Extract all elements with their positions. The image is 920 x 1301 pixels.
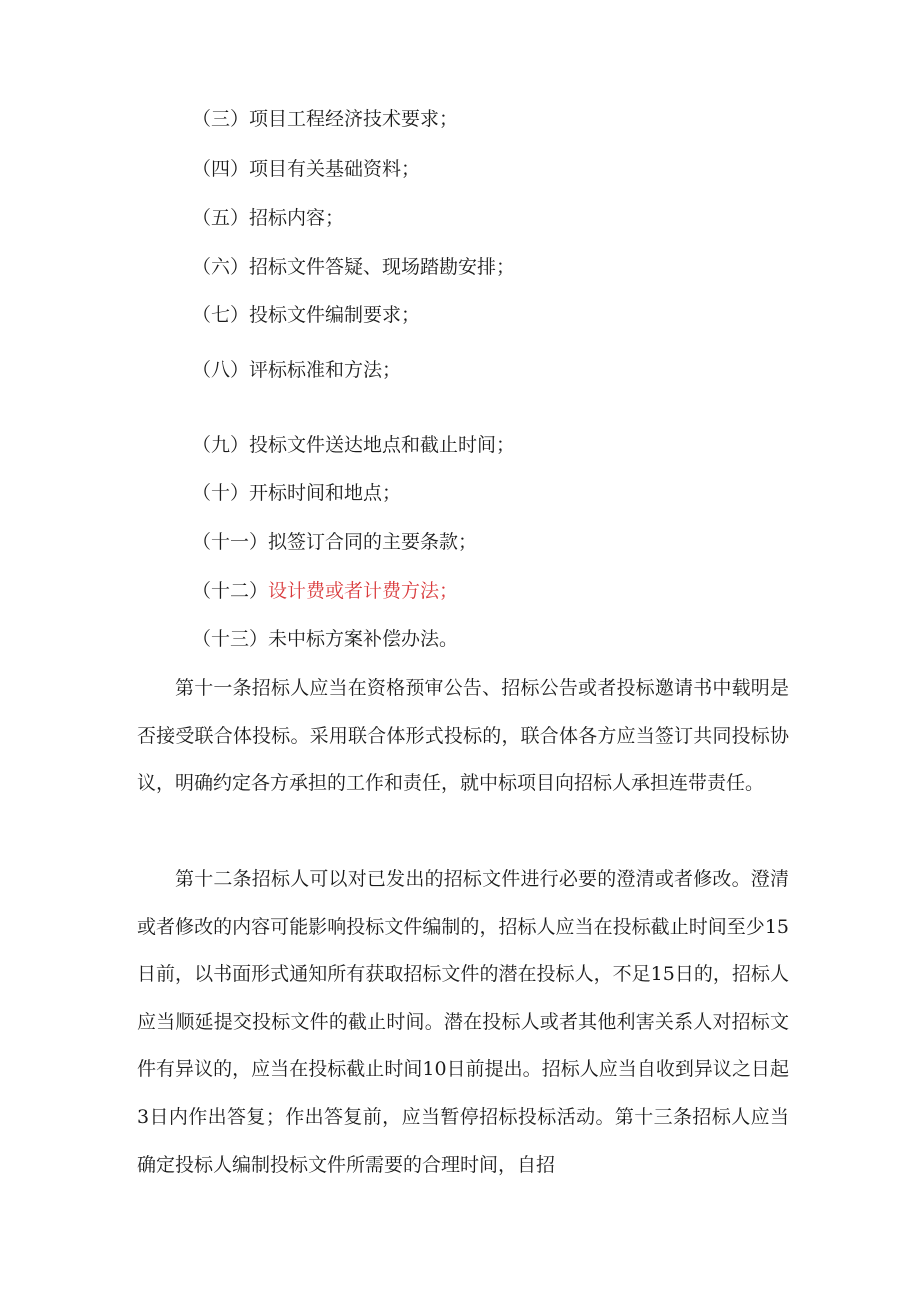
list-item-6: （六）招标文件答疑、现场踏勘安排； — [192, 256, 516, 278]
list-item-12-number: （十二） — [192, 580, 269, 602]
list-item-11: （十一）拟签订合同的主要条款； — [192, 531, 478, 553]
paragraph-article-11: 第十一条招标人应当在资格预审公告、招标公告或者投标邀请书中载明是否接受联合体投标。采用联合体形式投标的，联合体各方应当签订共同投标协议，明确约定各方承担的工作和责任，就中标项目向招标人承担连带责任。 — [137, 677, 789, 795]
list-item-13: （十三）未中标方案补偿办法。 — [192, 628, 459, 650]
list-item-8: （八）评标标准和方法； — [192, 359, 402, 381]
list-item-3: （三）项目工程经济技术要求； — [192, 108, 459, 130]
list-item-12-highlight: 设计费或者计费方法； — [268, 580, 459, 602]
list-item-10: （十）开标时间和地点； — [192, 482, 402, 504]
list-item-7: （七）投标文件编制要求； — [192, 304, 421, 326]
list-item-12 — [192, 579, 458, 603]
list-item-4: （四）项目有关基础资料； — [192, 158, 421, 180]
list-item-9: （九）投标文件送达地点和截止时间； — [192, 434, 516, 456]
paragraph-article-12: 第十二条招标人可以对已发出的招标文件进行必要的澄清或者修改。澄清或者修改的内容可能影响投标文件编制的，招标人应当在投标截止时间至少15日前，以书面形式通知所有获取招标文件的潜在投标人，不足15日的，招标人应当顺延提交投标文件的截止时间。潜在投标人或者其他利害关系人对招标文件有异议的，应当在投标截止时间10日前提出。招标人应当自收到异议之日起3日内作出答复；作出答复前，应当暂停招标投标活动。第十三条招标人应当确定投标人编制投标文件所需要的合理时间，自招 — [137, 868, 789, 1176]
list-item-5: （五）招标内容； — [192, 207, 345, 229]
